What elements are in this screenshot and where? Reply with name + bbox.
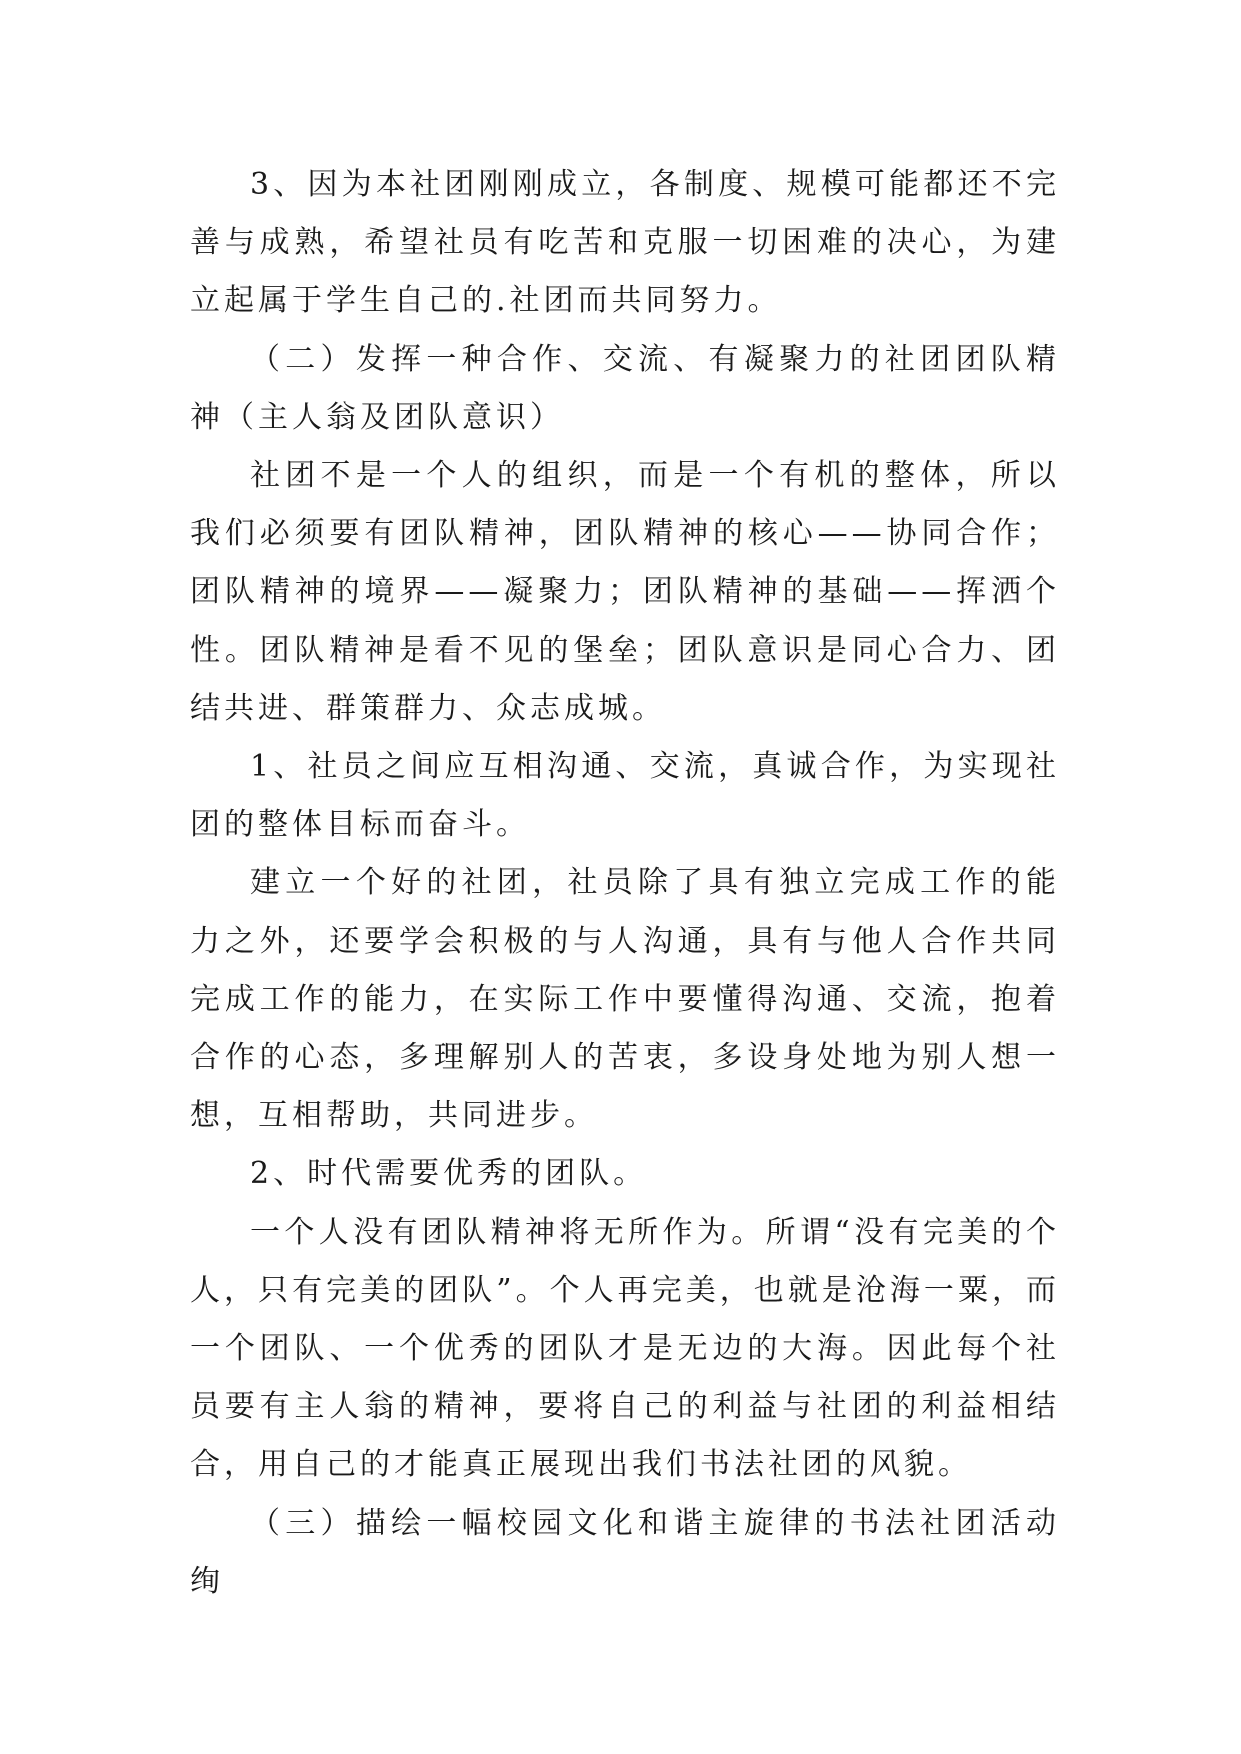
paragraph-team-spirit: 社团不是一个人的组织，而是一个有机的整体，所以我们必须要有团队精神，团队精神的核心——协同合作；团队精神的境界——凝聚力；团队精神的基础——挥洒个性。团队精神是看不见的堡垒；团队意识是同心合力、团结共进、群策群力、众志成城。 [190,458,1060,726]
paragraph-no-team-spirit: 一个人没有团队精神将无所作为。所谓“没有完美的个人，只有完美的团队”。个人再完美，也就是沧海一粟，而一个团队、一个优秀的团队才是无边的大海。因此每个社员要有主人翁的精神，要将自己的利益与社团的利益相结合，用自己的才能真正展现出我们书法社团的风貌。 [190,1214,1060,1483]
section-heading-2: （二）发挥一种合作、交流、有凝聚力的社团团队精神（主人翁及团队意识） [190,341,1060,435]
section-heading-3: （三）描绘一幅校园文化和谐主旋律的书法社团活动绚 [190,1505,1060,1599]
paragraph-item-2: 2、时代需要优秀的团队。 [250,1156,648,1192]
paragraph-item-1: 1、社员之间应互相沟通、交流，真诚合作，为实现社团的整体目标而奋斗。 [190,749,1060,843]
paragraph-item-3: 3、因为本社团刚刚成立，各制度、规模可能都还不完善与成熟，希望社员有吃苦和克服一切困难的决心，为建立起属于学生自己的.社团而共同努力。 [190,167,1060,319]
document-body [190,156,1060,1611]
paragraph-good-club: 建立一个好的社团，社员除了具有独立完成工作的能力之外，还要学会积极的与人沟通，具有与他人合作共同完成工作的能力，在实际工作中要懂得沟通、交流，抱着合作的心态，多理解别人的苦衷，多设身处地为别人想一想，互相帮助，共同进步。 [190,865,1060,1134]
